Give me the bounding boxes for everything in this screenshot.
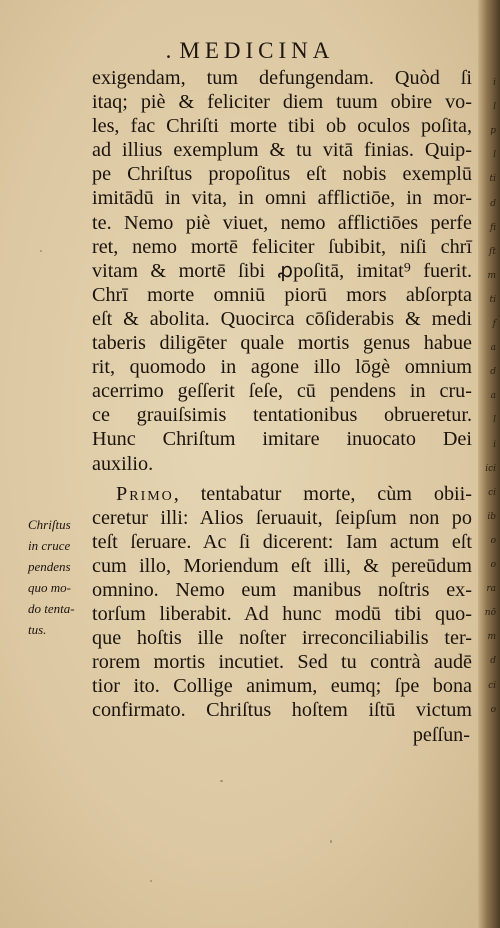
page-gutter (478, 0, 500, 928)
text-line: ad illius exemplum & tu vitā finias. Quip- (92, 139, 472, 162)
running-head-dot: . (165, 38, 172, 63)
gutter-fragment: m (487, 270, 496, 281)
text-line: te. Nemo piè viuet, nemo afflictiōes perfe (92, 211, 472, 234)
gutter-fragment: a (490, 343, 496, 354)
gutter-fragment: l (493, 415, 496, 426)
gutter-fragment: p (490, 126, 496, 137)
gutter-fragment: f (492, 319, 496, 329)
gutter-fragment: i (493, 439, 496, 450)
text-line: ret, nemo mortē feliciter ſubibit, niſi chrī (92, 235, 472, 258)
gutter-fragment: o (490, 704, 496, 715)
marginal-line: Chriſtus (28, 517, 71, 532)
gutter-fragment: ici (485, 463, 496, 474)
gutter-fragment: ti (489, 294, 496, 305)
marginal-line: pendens (28, 559, 71, 574)
gutter-fragment: ci (488, 680, 496, 691)
text-line: cum illo, Moriendum eſt illi, & pereūdum (92, 554, 472, 577)
paragraph-opening-line (92, 482, 472, 506)
text-line: pe Chriſtus propoſitus eſt nobis exemplū (92, 163, 472, 186)
marginal-line: tus. (28, 622, 47, 637)
gutter-fragment: ti (489, 174, 496, 185)
gutter-fragment: l (493, 150, 496, 161)
gutter-fragment: ib (487, 511, 496, 522)
text-line: torſum liberabit. Ad hunc modū tibi quo- (92, 603, 472, 626)
running-head-title: MEDICINA (179, 38, 335, 63)
text-line: acerrimo geſſerit ſeſe, cū pendens in cru- (92, 380, 472, 403)
marginal-note (28, 514, 92, 640)
text-line: que hoſtis ille noſter irreconciliabilis ter- (92, 627, 472, 650)
text-line: taberis diligēter quale mortis genus habue (92, 332, 472, 355)
gutter-fragment: l (493, 102, 496, 113)
gutter-fragment: ra (486, 584, 496, 595)
text-line: Hunc Chriſtum imitare inuocato Dei (92, 428, 472, 451)
text-line: vitam & mortē ſibi ꝓpoſitā, imitat⁹ fuerit. (92, 259, 472, 282)
marginal-line: do tenta- (28, 601, 75, 616)
gutter-fragment: o (490, 560, 496, 570)
text-line: Chrī morte omniū piorū mors abſorpta (92, 283, 472, 306)
text-line: omnino. Nemo eum manibus noſtris ex- (92, 578, 472, 601)
gutter-fragment: a (490, 391, 496, 402)
lead-rest: , tentabatur morte, cùm obii- (173, 482, 472, 505)
gutter-fragment: d (490, 656, 496, 667)
gutter-fragment: ſt (489, 246, 496, 257)
text-line: ce grauiſsimis tentationibus obrueretur. (92, 404, 472, 427)
marginal-line: quo mo- (28, 580, 71, 595)
text-line: tior ito. Collige animum, eumq; ſpe bona (92, 675, 472, 698)
gutter-fragment: ci (488, 487, 496, 498)
running-head (0, 38, 500, 64)
text-line: rorem mortis incutiet. Sed tu contrà audē (92, 651, 472, 674)
main-text (92, 66, 472, 747)
text-line: itaq; piè & feliciter diem tuum obire vo- (92, 91, 472, 114)
gutter-fragment: nō (484, 608, 496, 619)
gutter-fragment: m (487, 632, 496, 643)
text-line: teſt ſeruare. Ac ſi dicerent: Iam actum eſt (92, 530, 472, 553)
text-line: confirmato. Chriſtus hoſtem iſtū victum (92, 699, 472, 722)
lead-word: Primo (116, 482, 174, 505)
gutter-fragment: d (490, 198, 496, 209)
text-line: eſt & abolita. Quocirca cōſiderabis & medi (92, 307, 472, 330)
gutter-fragment: o (490, 535, 496, 546)
text-line: exigendam, tum defungendam. Quòd ſi (92, 67, 472, 89)
text-line: ceretur illi: Alios ſeruauit, ſeipſum non po (92, 506, 472, 529)
gutter-fragment: i (493, 78, 496, 88)
gutter-fragment: fi (489, 222, 496, 233)
text-line: rit, quomodo in agone illo lōgè omnium (92, 356, 472, 379)
text-line: auxilio. (92, 452, 154, 475)
text-line: les, fac Chriſti morte tibi ob oculos poſita, (92, 115, 472, 138)
catchword: peſſun- (412, 723, 470, 746)
gutter-fragment: d (490, 367, 496, 378)
text-line: imitādū in vita, in omni afflictiōe, in mor- (92, 187, 472, 210)
marginal-line: in cruce (28, 538, 71, 553)
